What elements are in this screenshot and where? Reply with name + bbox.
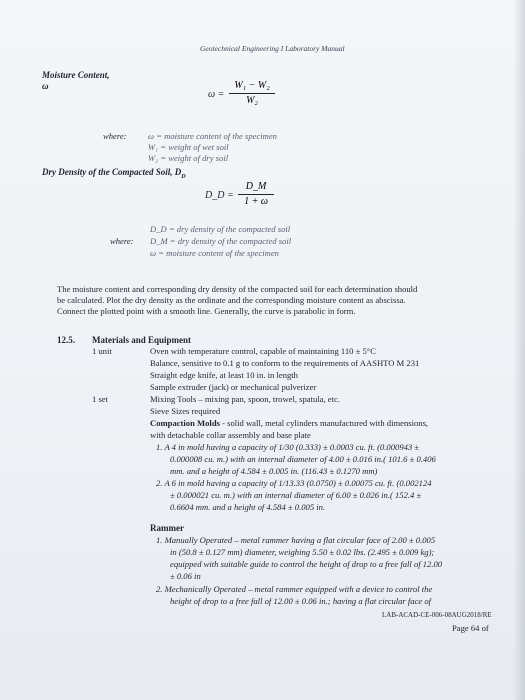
compaction-molds-heading: Compaction Molds (150, 418, 220, 428)
dry-density-formula-numerator: D_M (245, 181, 267, 192)
dry-density-formula-lhs: D_D = (205, 190, 234, 201)
moisture-def-3: W₂ = weight of dry soil (148, 153, 229, 163)
paragraph-line-3: Connect the plotted point with a smooth line. Generally, the curve is parabolic in form. (57, 306, 356, 316)
running-header: Geotechnical Engineering I Laboratory Manual (200, 44, 345, 53)
paragraph-line-1: The moisture content and corresponding dry density of the compacted soil for each determination should (57, 284, 418, 294)
moisture-def-2: W₁ = weight of wet soil (148, 142, 229, 152)
fraction-bar (229, 93, 275, 94)
rammer-heading: Rammer (150, 523, 184, 533)
moisture-formula-lhs: ω = (208, 89, 225, 100)
dry-density-heading (42, 167, 186, 180)
compaction-molds-line (150, 418, 428, 428)
equipment-item-sieves: Sieve Sizes required (150, 406, 221, 416)
moisture-symbol: ω (42, 81, 49, 91)
moisture-where-label: where: (103, 131, 127, 141)
moisture-formula-denominator: W₂ (246, 95, 258, 106)
quantity-set-label: 1 set (92, 394, 108, 404)
section-title: Materials and Equipment (92, 335, 192, 345)
page-number: Page 64 of (452, 623, 489, 633)
moisture-content-heading: Moisture Content, (42, 70, 110, 80)
equipment-item-mixing-tools: Mixing Tools – mixing pan, spoon, trowel, spatula, etc. (150, 394, 340, 404)
dry-density-def-3: ω = moisture content of the specimen (150, 248, 279, 258)
dry-density-heading-subscript: D (181, 173, 186, 180)
rammer-1-line-4: ± 0.06 in (170, 571, 201, 581)
compaction-molds-text: - solid wall, metal cylinders manufactured with dimensions, (219, 418, 429, 428)
mold-1-line-1: 1. A 4 in mold having a capacity of 1/30 (0.333) ± 0.0003 cu. ft. (0.000943 ± (156, 442, 420, 452)
rammer-2-line-2: height of drop to a free fall of 12.00 ± 0.06 in.; having a flat circular face of (170, 596, 432, 606)
moisture-formula-numerator: W₁ − W₂ (234, 80, 270, 91)
mold-1-line-3: mm. and a height of 4.584 ± 0.005 in. (116.43 ± 0.1270 mm) (170, 466, 378, 476)
rammer-1-line-2: in (50.8 ± 0.127 mm) diameter, weighing 5.50 ± 0.02 lbs. (2.495 ± 0.009 kg); (170, 547, 435, 557)
equipment-item-extruder: Sample extruder (jack) or mechanical pulverizer (150, 382, 317, 392)
dry-density-def-2: D_M = dry density of the compacted soil (150, 236, 292, 246)
dry-density-def-1: D_D = dry density of the compacted soil (150, 224, 291, 234)
mold-2-line-3: 0.6604 mm. and a height of 4.584 ± 0.005 in. (170, 502, 326, 512)
equipment-item-oven: Oven with temperature control, capable of maintaining 110 ± 5°C (150, 346, 376, 356)
rammer-2-line-1: 2. Mechanically Operated – metal rammer equipped with a device to control the (156, 584, 433, 594)
mold-2-line-1: 2. A 6 in mold having a capacity of 1/13.33 (0.0750) ± 0.00075 cu. ft. (0.002124 (156, 478, 432, 488)
mold-2-line-2: ± 0.000021 cu. m.) with an internal diameter of 6.00 ± 0.026 in.( 152.4 ± (170, 490, 422, 500)
mold-1-line-2: 0.000008 cu. m.) with an internal diameter of 4.00 ± 0.016 in.( 101.6 ± 0.406 (170, 454, 436, 464)
fraction-bar (238, 194, 274, 195)
compaction-molds-line-2: with detachable collar assembly and base plate (150, 430, 311, 440)
rammer-1-line-3: equipped with suitable guide to control the height of drop to a free fall of 12.00 (170, 559, 443, 569)
dry-density-where-label: where: (110, 236, 134, 246)
moisture-formula-fraction (229, 80, 275, 107)
dry-density-heading-text: Dry Density of the Compacted Soil, D (42, 167, 182, 177)
equipment-item-knife: Straight edge knife, at least 10 in. in length (150, 370, 298, 380)
document-code: LAB-ACAD-CE-006-08AUG2018/RE (382, 611, 492, 619)
page-edge-shadow (513, 0, 525, 700)
section-number: 12.5. (57, 335, 75, 345)
dry-density-formula-denominator: 1 + ω (244, 196, 268, 207)
equipment-item-balance: Balance, sensitive to 0.1 g to conform to the requirements of AASHTO M 231 (150, 358, 420, 368)
moisture-def-1: ω = moisture content of the specimen (148, 131, 277, 141)
quantity-unit-label: 1 unit (92, 346, 112, 356)
paragraph-line-2: be calculated. Plot the dry density as the ordinate and the corresponding moisture content as abscissa. (57, 295, 406, 305)
rammer-1-line-1: 1. Manually Operated – metal rammer having a flat circular face of 2.00 ± 0.005 (156, 535, 436, 545)
dry-density-formula-fraction (238, 181, 274, 208)
